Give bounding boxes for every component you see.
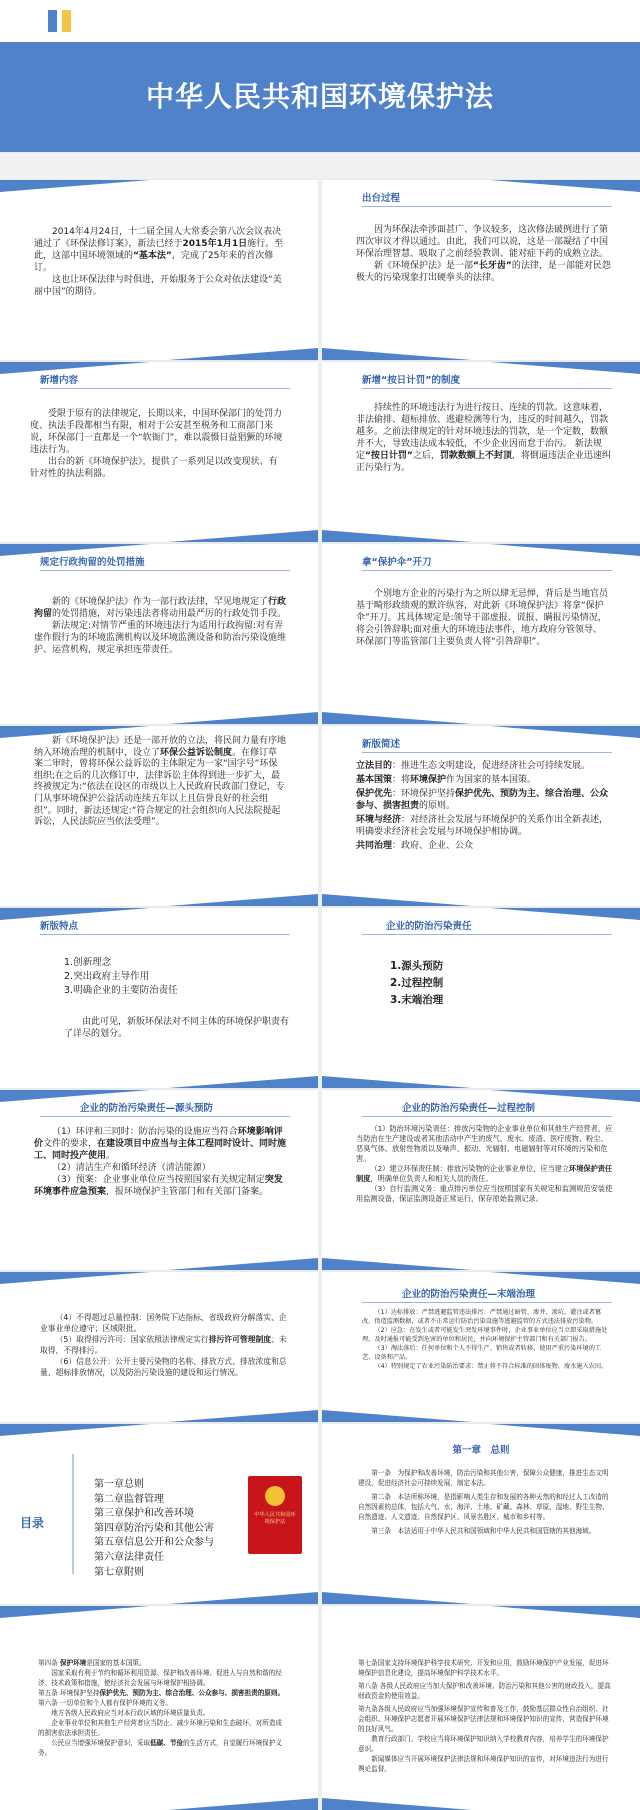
summary-bold: 环境保护 <box>410 775 447 785</box>
litigation-p1-b: 。在修订草案二审时，曾将环保公益诉讼的主体限定为一家“国字号”环保组织;在之后的几次修订中，法律诉讼主体得到进一步扩大，最终被规定为:“依法在设区的市级以上人民政府民政部门登记，专门从事环境保护公益活动连续五年以上且信誉良好的社会组织”。同时，新法还规定:“符合规定的社会组织向人民法院提起诉讼，人民法院应当依法受理”。 <box>34 747 285 828</box>
divider <box>362 934 612 935</box>
daily-p1-b: 之后， <box>412 451 440 461</box>
a6-detail-2: 企业事业单位和其他生产经营者应当防止、减少环境污染和生态破坏，对所造成的损害依法承担责任。 <box>38 1719 282 1737</box>
summary-label: 共同治理 <box>356 841 393 851</box>
summary-label: 基本国策 <box>356 775 393 785</box>
end-p2: （2）应急：在发生或者可能发生突发环境事件时，企业事业单位应当立即采取措施处理，及时通报可能受到危害的单位和居民，并向环境保护主管部门和有关部门报告。 <box>362 1327 608 1343</box>
divider <box>362 1116 612 1117</box>
corner-deco <box>0 1424 150 1436</box>
summary-label: 环境与经济 <box>356 815 402 825</box>
corner-deco <box>490 908 640 920</box>
corner-deco <box>0 1606 150 1618</box>
new-content-text <box>30 408 285 480</box>
section-title: 新版简述 <box>362 739 401 750</box>
divider <box>40 570 290 571</box>
section-title: 拿“保护伞”开刀 <box>362 557 432 568</box>
origin-p2-b: 的法律，是一部能对民怨极大的污染现象打出硬拳头的法律。 <box>356 261 611 283</box>
corner-deco <box>322 1076 472 1088</box>
process-text <box>356 1124 614 1204</box>
a4-label: 第四条 <box>38 1659 60 1667</box>
slide-new-content <box>0 362 318 542</box>
slide-source-prevention <box>0 1090 318 1270</box>
intro-p1-b: 施行。至此，这部中国环境领域的 <box>34 239 284 261</box>
chapter-1-article: 第二条 本法所称环境，是指影响人类生存和发展的各种天然的和经过人工改造的自然因素的总体，包括大气、水、海洋、土地、矿藏、森林、草原、湿地、野生生物、自然遗迹、人文遗迹、自然保护区、风景名胜区、城市和乡村等。 <box>358 1493 609 1521</box>
summary-text: ：将 <box>392 775 411 785</box>
section-title: 企业的防治污染责任—过程控制 <box>402 1103 536 1114</box>
feature-item: 1.创新理念 <box>64 957 112 968</box>
deco-bar-yellow <box>62 10 71 32</box>
a9-text: 第九条各级人民政府应当加强环境保护宣传和普及工作，鼓励基层群众性自治组织、社会组织、环境保护志愿者开展环境保护法律法规和环境保护知识的宣传，营造保护环境的良好风气。 <box>358 1705 609 1733</box>
toc-divider <box>72 1454 74 1574</box>
title-top-band <box>0 0 640 42</box>
source-p1-a: （1）环评和三同时：防治污染的设施应当符合 <box>52 1127 238 1137</box>
source-p3-a: （3）预案：企业事业单位应当按照国家有关规定制定 <box>52 1175 265 1185</box>
limits-p2-c: ；未取得，不得排污。 <box>40 1335 287 1355</box>
end-p4: （4）特别规定了农业污染防治要求：禁止将不符合标准的固体废物、废水施入农田。 <box>374 1363 608 1370</box>
corner-deco <box>0 180 150 192</box>
national-emblem-icon <box>265 1486 285 1506</box>
duty-item: 3.末端治理 <box>390 994 444 1006</box>
section-title: 企业的防治污染责任—源头预防 <box>80 1103 214 1114</box>
daily-p1-a: 持续性的环境违法行为进行按日、连续的罚款。这意味着，非法偷排、超标排放、逃避检测等行为，违反的时间越久，罚款越多。之前法律规定的针对环境违法的罚款，是一个定数，数额并不大，导致违法成本较低，不少企业因而怠于治污。 新法规定 <box>356 403 609 461</box>
slide-duty <box>322 908 640 1088</box>
corner-deco <box>168 348 318 360</box>
process-p2-bold: 环境保护责任制度 <box>356 1164 613 1183</box>
toc-chapter-item: 第一章总则 <box>94 1479 144 1490</box>
divider <box>362 388 612 389</box>
summary-text-2: 作为国家的基本国策。 <box>446 775 537 785</box>
summary-bold: 保护优先、预防为主、综合治理、公众参与、损害担责 <box>356 789 609 811</box>
features-list <box>64 956 284 998</box>
corner-deco <box>168 1258 318 1270</box>
a6-detail-3a: 公民应当增强环境保护意识，采取 <box>51 1739 151 1747</box>
divider <box>362 752 612 753</box>
a7-text: 第七条国家支持环境保护科学技术研究、开发和应用，鼓励环境保护产业发展，促进环境保护信息化建设，提高环境保护科学技术水平。 <box>358 1659 609 1677</box>
a4-detail: 国家采取有利于节约和循环利用资源、保护和改善环境、促进人与自然和谐的经济、技术政策和措施，使经济社会发展与环境保护相协调。 <box>38 1669 282 1687</box>
deco-bar-blue <box>48 10 57 32</box>
a4-bold: 保护环境 <box>59 1659 87 1667</box>
slide-articles-4-6 <box>0 1606 318 1810</box>
limits-p1: （4）不得超过总量控制：国务院下达指标、省级政府分解落实、企业事业单位遵守；区域限批。 <box>40 1313 287 1333</box>
litigation-p1-a: 新《环境保护法》还是一部开放的立法，将民间力量有序地纳入环境治理的机制中，设立了 <box>34 736 287 758</box>
intro-p1-c: ，完成了25年来的首次修订。 <box>34 251 274 273</box>
summary-text: ：推进生态文明建设，促进经济社会可持续发展。 <box>392 761 591 771</box>
corner-deco <box>322 1592 472 1604</box>
process-p2-a: （2）建立环保责任制：排放污染物的企业事业单位，应当建立 <box>370 1164 570 1173</box>
law-book-cover <box>248 1476 302 1554</box>
a6-text: 第六条 一切单位和个人都有保护环境的义务。 <box>38 1699 172 1707</box>
a8-text: 第八条 各级人民政府应当加大保护和改善环境、防治污染和其他公害的财政投入，提高财政资金的使用效益。 <box>358 1682 611 1700</box>
source-p1-c: 。 <box>106 1151 116 1161</box>
a9-detail-1: 教育行政部门、学校应当将环境保护知识纳入学校教育内容，培养学生的环境保护意识。 <box>358 1735 609 1753</box>
daily-term: “按日计罚” <box>365 451 413 461</box>
daily-text <box>356 402 611 474</box>
divider <box>40 1116 290 1117</box>
process-p2-c: ，明确单位负责人和相关人员的责任。 <box>370 1174 493 1183</box>
slide-process-control <box>322 1090 640 1270</box>
intro-term: “基本法” <box>133 251 172 261</box>
corner-deco <box>322 712 472 724</box>
corner-deco <box>490 180 640 192</box>
chapter-1-article: 第三条 本法适用于中华人民共和国领域和中华人民共和国管辖的其他海域。 <box>371 1527 596 1535</box>
section-title: 新版特点 <box>40 921 79 932</box>
divider <box>362 570 612 571</box>
intro-date: 2015年1月1日 <box>182 239 248 249</box>
summary-text-2: 的原则。 <box>419 801 456 811</box>
process-p3: （3）自行监测义务：重点排污单位应当按照国家有关规定和监测规范安装使用监测设备，保证监测设备正常运行，保存原始监测记录。 <box>356 1184 613 1203</box>
corner-deco <box>322 1258 472 1270</box>
litigation-text <box>34 736 286 829</box>
source-p1-bold2: 在建设项目中应当与主体工程同时设计、同时施工、同时投产使用 <box>34 1139 287 1161</box>
end-text <box>362 1308 612 1371</box>
slide-daily-fine <box>322 362 640 542</box>
corner-deco <box>490 1606 640 1618</box>
summary-label: 保护优先 <box>356 789 393 799</box>
toc-chapter-list <box>94 1478 244 1580</box>
duty-item: 2.过程控制 <box>390 977 444 989</box>
umbrella-p1: 个别地方企业的污染行为之所以肆无忌惮，背后是当地官员基于畸形政绩观的默许纵容，对此新《环境保护法》将拿“保护伞”开刀。其具体规定是:领导干部虚报、谎报、瞒报污染情况，将会引咎辞职;面对重大的环境违法事件，地方政府分管领导、环保部门等监管部门主要负责人将“引咎辞职”。 <box>356 589 609 647</box>
new-p2: 出台的新《环境保护法》，提供了一系列足以改变现状、有针对性的执法利器。 <box>30 457 278 479</box>
section-title: 新增内容 <box>40 375 79 386</box>
intro-text <box>34 226 284 298</box>
summary-row <box>356 814 614 838</box>
corner-deco <box>322 530 472 542</box>
process-p1: （1）防治环境污染责任：排放污染物的企业事业单位和其他生产经营者，应当防治在生产建设或者其他活动中产生的废气、废水、废渣、医疗废物、粉尘、恶臭气体、放射性物质以及噪声、振动、光辐射、电磁辐射等对环境的污染和危害。 <box>356 1124 613 1163</box>
corner-deco <box>490 1424 640 1436</box>
corner-deco <box>322 348 472 360</box>
chapter-title: 第一章 总则 <box>452 1445 510 1456</box>
slide-limits <box>0 1272 318 1422</box>
limits-text <box>40 1312 288 1378</box>
section-title: 规定行政拘留的处罚措施 <box>40 557 145 568</box>
admin-term: 行政拘留 <box>34 597 287 619</box>
corner-deco <box>168 894 318 906</box>
origin-text <box>356 224 611 284</box>
source-p1-bold1: 环境影响评价 <box>34 1127 283 1149</box>
summary-text: ：政府、企业、公众 <box>392 841 474 851</box>
source-p3-bold: 突发环境事件应急预案 <box>34 1175 283 1197</box>
book-title: 中华人民共和国环境保护法 <box>254 1512 296 1525</box>
section-title: 企业的防治污染责任—末端治理 <box>402 1289 536 1300</box>
a9-detail-2: 新闻媒体应当开展环境保护法律法规和环境保护知识的宣传，对环境违法行为进行舆论监督。 <box>358 1755 609 1773</box>
new-p1: 受限于原有的法律规定，长期以来，中国环保部门的处罚力度、执法手段都相当有限，相对于公安甚至税务和工商部门来说，环保部门一直都是一个“软衙门”，难以震慑日益猖獗的环境违法行为。 <box>30 409 283 455</box>
end-p3: （3）淘汰落后：任何单位和个人不得生产、销售或者转移、使用严重污染环境的工艺、设备和产品。 <box>362 1345 602 1361</box>
summary-row <box>356 774 614 786</box>
corner-deco <box>168 1076 318 1088</box>
summary-label: 立法目的 <box>356 761 393 771</box>
end-p1: （1）达标排放：严禁逃避监管违法排污：严禁通过暗管、渗井、渗坑、灌注或者篡改、伪造监测数据，或者不正常运行防治污染设施等逃避监管的方式违法排放污染物。 <box>362 1309 602 1325</box>
toc-chapter-item: 第六章法律责任 <box>94 1551 164 1563</box>
chapter-1-article: 第一条 为保护和改善环境，防治污染和其他公害，保障公众健康，推进生态文明建设，促进经济社会可持续发展，制定本法。 <box>358 1469 609 1487</box>
corner-deco <box>322 1798 472 1810</box>
features-conclusion-text: 由此可见，新版环保法对不同主体的环境保护职责有了详尽的划分。 <box>64 1017 290 1039</box>
toc-chapter-item: 第五章信息公开和公众参与 <box>94 1537 214 1549</box>
toc-chapter-item: 第七章附则 <box>94 1566 144 1578</box>
a6-detail-3-bold: 低碳、节俭 <box>150 1739 184 1747</box>
slide-origin <box>322 180 640 360</box>
toc-chapter-item: 第二章监督管理 <box>94 1493 164 1505</box>
corner-deco <box>168 712 318 724</box>
slide-toc <box>0 1424 318 1604</box>
source-p3-c: ，报环境保护主管部门和有关部门备案。 <box>106 1187 269 1197</box>
corner-deco <box>168 1798 318 1810</box>
origin-p1: 因为环保法牵涉面甚广、争议较多，这次修法破例进行了第四次审议才得以通过。由此，我们可以说，这是一部凝结了中国环保治理智慧、吸取了之前经验教训、能对症下药的成熟立法。 <box>356 225 609 259</box>
corner-deco <box>322 894 472 906</box>
articles-7-9-text <box>358 1658 612 1774</box>
a5-bold: 保护优先、预防为主、综合治理、公众参与、损害担责的原则。 <box>99 1689 285 1697</box>
duty-item: 1.源头预防 <box>390 960 444 972</box>
chapter-1-articles <box>358 1468 610 1540</box>
corner-deco <box>490 726 640 738</box>
features-conclusion <box>64 1016 294 1040</box>
duty-list <box>390 958 590 1009</box>
divider <box>362 1302 612 1303</box>
slide-admin-detention <box>0 544 318 724</box>
corner-deco <box>168 1410 318 1422</box>
section-title: 新增“按日计罚”的制度 <box>362 375 460 386</box>
toc-chapter-item: 第三章保护和改善环境 <box>94 1508 194 1520</box>
feature-item: 2.突出政府主导作用 <box>64 971 150 982</box>
summary-row <box>356 760 614 772</box>
corner-deco <box>322 1410 472 1422</box>
slide-public-litigation <box>0 726 318 906</box>
articles-4-6-text <box>38 1658 288 1758</box>
toc-label: 目录 <box>20 1516 45 1530</box>
umbrella-text <box>356 588 611 648</box>
corner-deco <box>168 530 318 542</box>
admin-text <box>34 596 289 656</box>
daily-p1-c: ，将倒逼违法企业迅速纠正污染行为。 <box>356 451 611 473</box>
title-slide <box>0 0 640 152</box>
slide-end-treatment <box>322 1272 640 1422</box>
summary-list <box>356 760 614 854</box>
admin-p1-b: 的处罚措施，对污染违法者将动用最严厉的行政处罚手段。 <box>52 609 287 619</box>
source-p1-b: 文件的要求， <box>43 1139 98 1149</box>
toc-chapter-item: 第四章防治污染和其他公害 <box>94 1522 214 1534</box>
corner-deco <box>490 1272 640 1284</box>
intro-p1-a: 2014年4月24日，十二届全国人大常委会第八次会议表决通过了《环保法修订案》，新法已经于 <box>34 227 282 249</box>
divider <box>40 388 290 389</box>
daily-bold: 罚款数额上不封顶 <box>439 451 512 461</box>
section-title: 出台过程 <box>362 193 401 204</box>
slide-chapter-1 <box>322 1424 640 1604</box>
section-title: 企业的防治污染责任 <box>386 921 472 932</box>
a6-detail-3c: 的生活方式，自觉履行环境保护义务。 <box>38 1739 282 1757</box>
slide-articles-7-9 <box>322 1606 640 1810</box>
slide-umbrella <box>322 544 640 724</box>
admin-p2: 新法规定:对情节严重的环境违法行为适用行政拘留:对有弄虚作假行为的环境监测机构以及环境监测设备和防治污染设施维护、运营机构，规定承担连带责任。 <box>34 621 287 655</box>
source-p2: （2）清洁生产和循环经济（清洁能源） <box>52 1163 211 1173</box>
limits-p3: （6）信息公开：公开主要污染物的名称、排放方式、排放浓度和总量、超标排放情况，以及防治污染设施的建设和运行情况。 <box>40 1357 287 1377</box>
litigation-term: 环保公益诉讼制度 <box>160 747 233 758</box>
origin-p2-a: 新《环境保护法》是一部 <box>374 261 474 271</box>
a4-text: 是国家的基本国策。 <box>86 1659 146 1667</box>
summary-text: ：对经济社会发展与环境保护的关系作出全新表述，明确要求经济社会发展与环境保护相协调。 <box>356 815 609 837</box>
slide-intro <box>0 180 318 360</box>
corner-deco <box>490 362 640 374</box>
limits-p2-a: （5）取得排污许可：国家依照法律规定实行 <box>55 1335 209 1344</box>
divider <box>362 206 612 207</box>
origin-term: “长牙齿” <box>473 261 512 271</box>
corner-deco <box>490 544 640 556</box>
divider <box>40 934 290 935</box>
summary-text: ：环境保护坚持 <box>392 789 456 799</box>
a5-text: 第五条 环境保护坚持 <box>38 1689 100 1697</box>
admin-p1-a: 新的《环境保护法》作为一部行政法律，罕见地规定了 <box>52 597 269 607</box>
feature-item: 3.明确企业的主要防治责任 <box>64 985 178 996</box>
summary-row <box>356 788 614 812</box>
limits-p2-bold: 排污许可管理制度 <box>208 1335 272 1344</box>
source-text <box>34 1126 289 1198</box>
summary-row <box>356 840 614 852</box>
a6-detail-1: 地方各级人民政府应当对本行政区域的环境质量负责。 <box>51 1709 210 1717</box>
slide-summary <box>322 726 640 906</box>
intro-p2: 这也让环保法律与时俱进，开始服务于公众对依法建设“美丽中国”的期待。 <box>34 275 282 297</box>
corner-deco <box>168 1592 318 1604</box>
slide-features <box>0 908 318 1088</box>
page-title: 中华人民共和国环境保护法 <box>145 80 494 113</box>
corner-deco <box>0 1272 150 1284</box>
